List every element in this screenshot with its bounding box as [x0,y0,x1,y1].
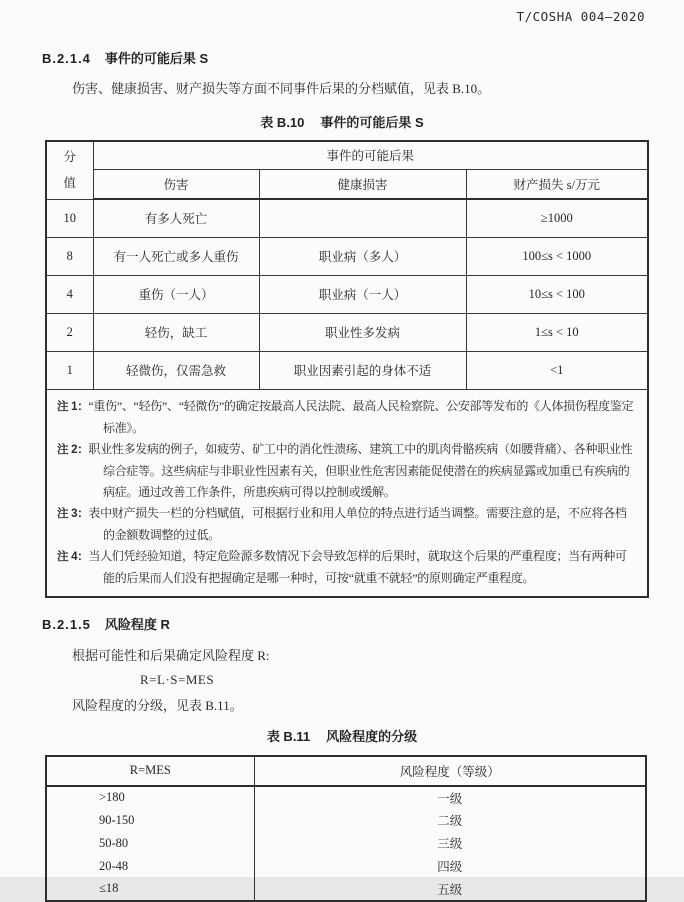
level-cell: 五级 [437,882,463,897]
table-b11-title [0,726,684,745]
injury-column-header: 伤害 [93,169,259,199]
note-text: 职业性多发病的例子，如疲劳、矿工中的消化性溃疡、建筑工中的肌肉骨骼疾病（如腰背痛）、各种职业性综合症等。这些病症与非职业性因素有关，但职业性危害因素能促使潜在的疾病显露或加重已有疾病的病症。通过改善工作条件，所患疾病可得以控制或缓解。 [88,441,633,499]
injury-cell: 重伤（一人） [93,275,259,313]
table-row [46,351,648,389]
rmes-cell: 50-80 [46,832,254,855]
table-b10-caption: 事件的可能后果 S [320,115,424,130]
health-cell: 职业因素引起的身体不适 [259,351,466,389]
table-note [57,396,637,439]
section-number: B.2.1.5 [42,616,91,632]
rmes-column-header: R=MES [46,756,254,786]
rmes-cell: >180 [46,786,254,809]
injury-cell: 轻微伤，仅需急救 [93,351,259,389]
table-row [46,237,648,275]
property-column-header: 财产损失 s/万元 [466,169,648,199]
injury-cell: 有一人死亡或多人重伤 [93,237,259,275]
note-text: “重伤”、“轻伤”、“轻微伤”的确定按最高人民法院、最高人民检察院、公安部等发布的《人体损伤程度鉴定标准》。 [88,398,634,435]
section-title: 事件的可能后果 S [104,51,209,66]
rmes-cell: 20-48 [46,855,254,878]
level-column-header: 风险程度（等级） [254,756,646,786]
score-cell: 4 [46,275,93,313]
table-note [57,503,637,546]
health-cell: 职业性多发病 [259,313,466,351]
intro-paragraph: 伤害、健康损害、财产损失等方面不同事件后果的分档赋值，见表 B.10。 [72,81,491,96]
level-cell: 三级 [437,837,463,851]
note-label: 注 2： [57,443,89,456]
health-cell: 职业病（多人） [259,237,466,275]
health-column-header: 健康损害 [259,169,466,199]
score-cell: 1 [46,351,93,389]
table-b11-caption: 风险程度的分级 [326,728,418,744]
note-text: 表中财产损失一栏的分档赋值，可根据行业和用人单位的特点进行适当调整。需要注意的是，不应将各档的金额数调整的过低。 [88,505,627,542]
rmes-cell: ≤18 [46,878,254,901]
risk-paragraph-1: 根据可能性和后果确定风险程度 R: [72,647,270,663]
table-row [46,832,646,855]
table-row [46,199,648,237]
table-row [46,878,646,901]
table-note [57,546,637,589]
table-notes-cell [46,389,648,597]
level-cell: 一级 [437,791,463,806]
note-label: 注 3： [57,507,89,520]
table-b11-label: 表 B.11 [266,728,311,744]
property-cell: 100≤s < 1000 [466,237,648,275]
score-cell: 2 [46,313,93,351]
injury-cell: 有多人死亡 [93,199,259,237]
section-heading-b215 [42,614,684,633]
table-b10-label: 表 B.10 [260,115,305,130]
table-b10 [45,140,649,598]
table-row [46,275,648,313]
table-b11-header-row [46,756,646,786]
score-cell: 10 [46,199,93,237]
property-cell: <1 [466,351,648,389]
table-row [46,786,646,809]
table-b11 [45,755,647,902]
section-heading-b214 [42,48,684,67]
table-b10-header-row-2 [46,169,648,199]
table-notes-row [46,389,648,597]
table-row [46,809,646,832]
health-cell: 职业病（一人） [259,275,466,313]
section-title: 风险程度 R [104,616,170,632]
note-label: 注 1： [57,400,89,413]
level-cell: 四级 [437,860,463,874]
doc-number: T/COSHA 004—2020 [516,9,645,24]
table-b10-header-row-1 [46,141,648,169]
property-cell: ≥1000 [466,199,648,237]
health-cell [259,199,466,237]
table-note [57,439,637,503]
injury-cell: 轻伤，缺工 [93,313,259,351]
rmes-cell: 90-150 [46,809,254,832]
property-cell: 10≤s < 100 [466,275,648,313]
property-cell: 1≤s < 10 [466,313,648,351]
level-cell: 二级 [437,814,463,828]
risk-paragraph-2: 风险程度的分级，见表 B.11。 [72,697,243,713]
risk-formula: R=L·S=MES [140,671,215,687]
score-column-header [46,141,93,199]
score-header-char-2: 值 [63,176,76,191]
note-text: 当人们凭经验知道，特定危险源多数情况下会导致怎样的后果时，就取这个后果的严重程度；当有两种可能的后果而人们没有把握确定是哪一种时，可按“就重不就轻”的原则确定严重程度。 [88,548,627,585]
note-label: 注 4： [57,550,89,563]
table-b10-title [0,112,684,131]
table-row [46,855,646,878]
table-row [46,313,648,351]
score-cell: 8 [46,237,93,275]
consequence-span-header: 事件的可能后果 [93,141,648,169]
score-header-char-1: 分 [63,150,76,165]
section-number: B.2.1.4 [42,51,91,66]
